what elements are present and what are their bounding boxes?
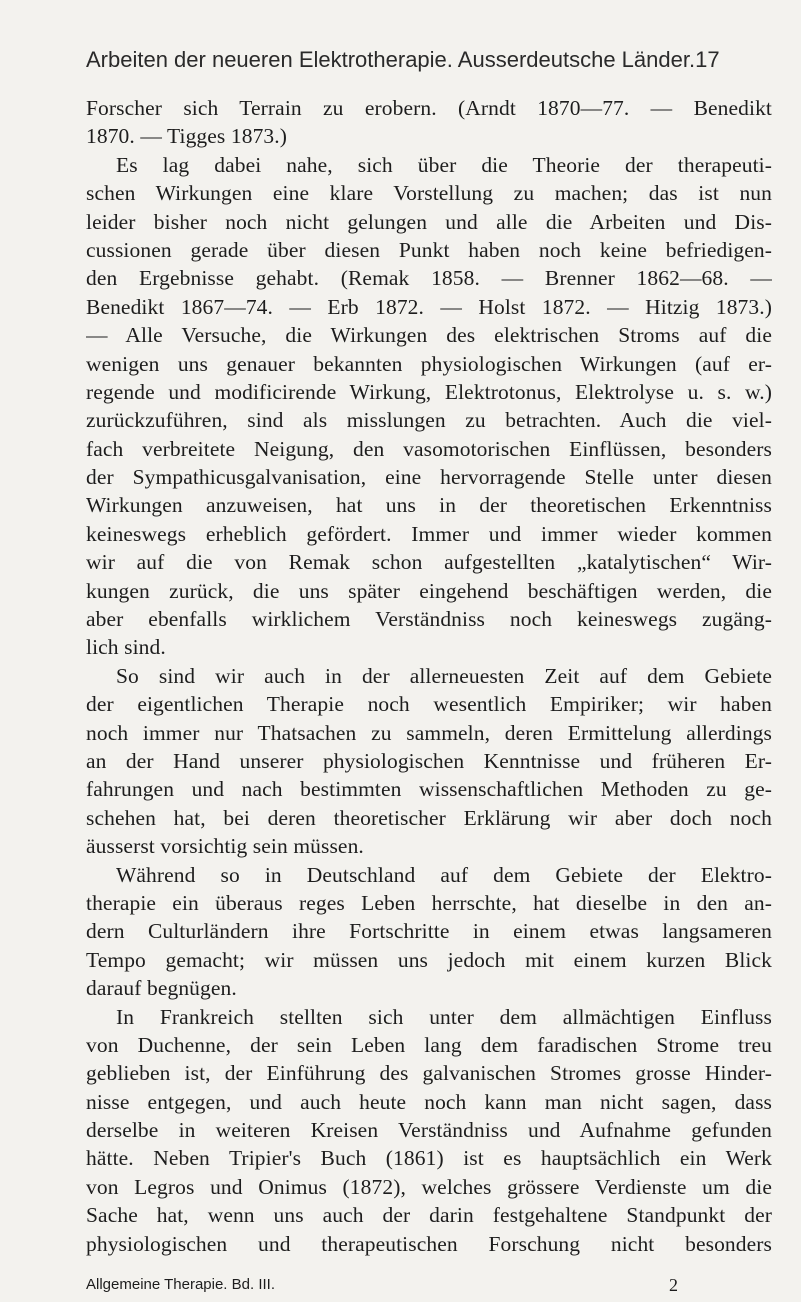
text-line: geblieben ist, der Einführung des galvanischen Stromes grosse Hinder- [86, 1061, 772, 1086]
text-line: In Frankreich stellten sich unter dem allmächtigen Einfluss [116, 1004, 772, 1029]
page-footer [86, 1276, 678, 1294]
text-line: Wirkungen anzuweisen, hat uns in der theoretischen Erkenntniss [86, 493, 772, 518]
text-line: Forscher sich Terrain zu erobern. (Arndt 1870—77. — Benedikt [86, 96, 772, 120]
text-line: So sind wir auch in der allerneuesten Zeit auf dem Gebiete [116, 663, 772, 688]
text-line: kungen zurück, die uns später eingehend beschäftigen werden, die [86, 578, 772, 603]
text-line: physiologischen und therapeutischen Forschung nicht besonders [86, 1231, 772, 1256]
text-line: zurückzuführen, sind als misslungen zu betrachten. Auch die viel- [86, 408, 772, 433]
text-line: aber ebenfalls wirklichem Verständniss noch keineswegs zugäng- [86, 607, 772, 632]
text-line: therapie ein überaus reges Leben herrschte, hat dieselbe in den an- [86, 890, 772, 915]
text-line: schehen hat, bei deren theoretischer Erklärung wir aber doch noch [86, 805, 772, 830]
text-line: der eigentlichen Therapie noch wesentlich Empiriker; wir haben [86, 692, 772, 717]
page-number: 17 [695, 47, 720, 72]
text-line: äusserst vorsichtig sein müssen. [86, 834, 364, 859]
text-line: Sache hat, wenn uns auch der darin festgehaltene Standpunkt der [86, 1203, 772, 1228]
text-line: von Duchenne, der sein Leben lang dem faradischen Strome treu [86, 1032, 772, 1057]
text-line: wenigen uns genauer bekannten physiologischen Wirkungen (auf er- [86, 351, 772, 376]
running-header [86, 46, 720, 74]
text-line: dern Culturländern ihre Fortschritte in einem etwas langsameren [86, 919, 772, 944]
text-line: Benedikt 1867—74. — Erb 1872. — Holst 1872. — Hitzig 1873.) [86, 294, 772, 319]
text-line: an der Hand unserer physiologischen Kenntnisse und früheren Er- [86, 748, 772, 773]
text-line: darauf begnügen. [86, 976, 237, 1001]
text-line: leider bisher noch nicht gelungen und alle die Arbeiten und Dis- [86, 209, 772, 234]
text-line: cussionen gerade über diesen Punkt haben noch keine befriedigen- [86, 237, 772, 262]
text-line: fahrungen und nach bestimmten wissenschaftlichen Methoden zu ge- [86, 777, 772, 802]
text-line: nisse entgegen, und auch heute noch kann man nicht sagen, dass [86, 1089, 772, 1114]
text-line: Während so in Deutschland auf dem Gebiete der Elektro- [116, 862, 772, 887]
text-line: hätte. Neben Tripier's Buch (1861) ist es hauptsächlich ein Werk [86, 1146, 772, 1171]
footer-book-title: Allgemeine Therapie. Bd. III. [86, 1276, 275, 1293]
text-line: von Legros und Onimus (1872), welches grössere Verdienste um die [86, 1174, 772, 1199]
text-line: keineswegs erheblich gefördert. Immer und immer wieder kommen [86, 521, 772, 546]
text-line: regende und modificirende Wirkung, Elektrotonus, Elektrolyse u. s. w.) [86, 379, 772, 404]
text-line: 1870. — Tigges 1873.) [86, 124, 288, 149]
text-line: den Ergebnisse gehabt. (Remak 1858. — Brenner 1862—68. — [86, 266, 772, 291]
running-header-title: Arbeiten der neueren Elektrotherapie. Ausserdeutsche Länder. [86, 47, 696, 72]
text-line: derselbe in weiteren Kreisen Verständniss und Aufnahme gefunden [86, 1118, 772, 1143]
body-text [86, 94, 772, 1258]
text-line: schen Wirkungen eine klare Vorstellung zu machen; das ist nun [86, 181, 772, 206]
text-line: Tempo gemacht; wir müssen uns jedoch mit einem kurzen Blick [86, 947, 772, 972]
text-line: wir auf die von Remak schon aufgestellten „katalytischen“ Wir- [86, 550, 772, 575]
text-line: — Alle Versuche, die Wirkungen des elektrischen Stroms auf die [86, 323, 772, 348]
text-line: lich sind. [86, 635, 166, 660]
text-line: fach verbreitete Neigung, den vasomotorischen Einflüssen, besonders [86, 436, 772, 461]
text-line: noch immer nur Thatsachen zu sammeln, deren Ermittelung allerdings [86, 720, 772, 745]
text-line: der Sympathicusgalvanisation, eine hervorragende Stelle unter diesen [86, 465, 772, 490]
signature-mark: 2 [669, 1275, 678, 1295]
text-line: Es lag dabei nahe, sich über die Theorie der therapeuti- [116, 152, 772, 177]
